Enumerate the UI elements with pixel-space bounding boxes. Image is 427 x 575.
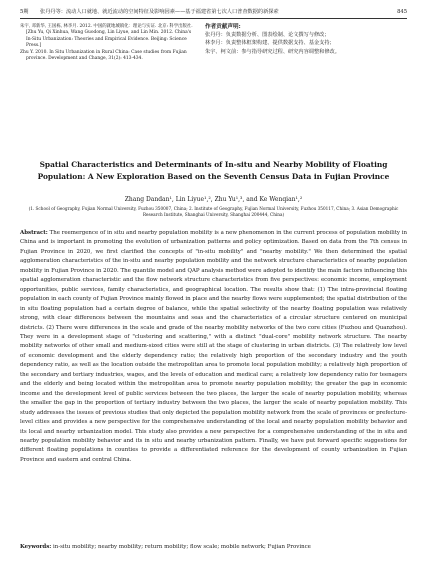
abstract-text: The reemergence of in situ and nearby population mobility is a new phenomenon in the current process of population mobility in China and is important in promoting the evolution of urbanization patterns and policy optimization. Based on data from the 7th census in Fujian Province in 2020, we first clarified the concepts of "in-situ mobility" and "nearby mobility." We then determined the spatial agglomeration characteristics of the in-situ and nearby population mobility and the network structure characteristics of nearby population mobility in Fujian Province in 2020. The quantile model and QAP analysis method were adopted to identify the main factors influencing this spatial agglomeration characteristic and the flow network structure characteristics from five perspectives: economic income, employment opportunities, public services, family characteristics, and geographical location. The results show that: (1) The intra-provincial floating population in each county of Fujian Province mainly flowed in place and the nearby flows were supplemented; the spatial distribution of the in situ floating population had a certain degree of balance, while the spatial selectivity of the nearby floating population was relatively strong, with clear differences between the mountains and seas and the characteristics of a circular structure centered on municipal districts. (2) There were differences in the scale and grade of the nearby mobility networks of the two core cities (Fuzhou and Quanzhou). They were in a development stage of "clustering and scattering," with a distinct "dual-core" mobility network structure. The nearby mobility networks of other small and medium-sized cities were still at the stage of clustering in urban districts. (3) The relatively low level of economic development and the elderly dependency ratio; the relatively high proportion of the secondary industry and the youth dependency ratio, as well as the location outside the metropolitan area to promote local population mobility; a relatively high proportion of the secondary and tertiary industries, wages, and the levels of education and medical care; a relatively low dependency ratio for teenagers and the elderly and being located within the metropolitan area to promote nearby population mobility; the greater the gap in economic income and the development level of public services between the two places, the larger the scale of nearby population mobility, whereas the smaller the gap in the proportion of tertiary industry between the two places, the larger the scale of nearby population mobility. This study addresses the issues of previous studies that only depicted the population mobility network from the scale of provinces or prefecture-level cities and provides a new perspective for the comprehensive understanding of the local and nearby population mobility behavior and its local and nearby urbanization model. This study also provides a new perspective for a comprehensive understanding of the in situ and nearby population mobility behavior and its in situ and nearby urbanization pattern. Finally, we have put forward specific suggestions for different floating populations in counties to provide a differentiated reference for the development of county urbanization in Fujian Province and eastern and central China. bbox=[20, 230, 407, 463]
author-list: Zhang Dandan¹, Lin Liyue¹,², Zhu Yu¹,³, and Ke Wenqian¹,² bbox=[124, 196, 303, 203]
contributions-title: 作者贡献声明: bbox=[205, 24, 241, 30]
contribution-line: 朱宇、柯文前：参与指导研究过程、研究内容调整和修改。 bbox=[205, 48, 340, 55]
running-title: 张丹丹等：流动人口就地、就近流动的空间特征及影响因素——基于福建省第七次人口普查数据的新探索 bbox=[40, 9, 279, 15]
reference-item: 朱宇, 邓新华, 王国栋, 林李月. 2012. 中国的就地城镇化：理论与实证. 北京: 科学出版社. [Zhu Yu, Qi Xinhua, Wang Guodong, Lin Liyue, and Lin Min. 2012. China's In-Situ Urbanization: Theories and Empirical Evidence. Beijing: Science Press.] bbox=[20, 24, 193, 48]
keywords-text: in-situ mobility; nearby mobility; return mobility; flow scale; mobile network; Fujian Province bbox=[53, 544, 311, 550]
keywords bbox=[20, 543, 407, 552]
abstract bbox=[20, 229, 407, 465]
page-number: 845 bbox=[397, 9, 407, 15]
contribution-line: 张丹丹：负责数据分析、图表绘制、论文撰写与修改； bbox=[205, 32, 330, 39]
english-title: Spatial Characteristics and Determinants of In-situ and Nearby Mobility of Floating Population: A New Exploration Based on the Seventh Census Data in Fujian Province bbox=[37, 160, 390, 181]
abstract-label: Abstract: bbox=[20, 230, 48, 236]
contribution-line: 林李月：负责整体框架构建、提供数据支持、基金支持； bbox=[205, 40, 335, 47]
author-contributions bbox=[205, 23, 407, 56]
running-header bbox=[20, 6, 407, 19]
reference-list bbox=[20, 24, 195, 64]
issue-number: 5期 bbox=[20, 9, 29, 15]
affiliations: (1. School of Geography, Fujian Normal University, Fuzhou 350007, China; 2. Institute of Geography, Fujian Normal University, Fuzhou 350117, China; 3. Asian Demographic Research Institute, Shanghai University, Shanghai 200444, China) bbox=[28, 206, 399, 218]
reference-item: Zhu Y. 2010. In Situ Urbanization in Rural China: Case studies from Fujian province. Development and Change, 31(2): 413-434. bbox=[20, 50, 187, 62]
keywords-label: Keywords: bbox=[20, 544, 52, 550]
